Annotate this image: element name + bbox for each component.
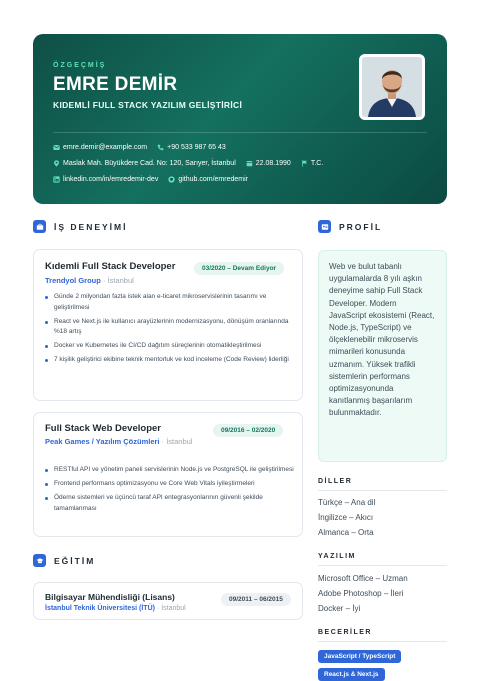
candidate-title: KIDEMLİ FULL STACK YAZILIM GELİŞTİRİCİ: [53, 100, 243, 110]
education-heading: EĞİTİM: [33, 554, 95, 567]
mail-icon: [53, 144, 60, 151]
job-bullets: [45, 292, 294, 369]
profile-summary: Web ve bulut tabanlı uygulamalarda 8 yılı aşkın deneyime sahip Full Stack Developer. Modern JavaScript ekosistemi (React, Node.js, TypeScript) ve ölçeklenebilir mikroservis mimarileri konusunda uzmanım. Yüksek trafikli sistemlerin performans optimizasyonunda kanıtlanmış başarılarım bulunmaktadır.: [318, 250, 447, 462]
contact-github[interactable]: github.com/emredemir: [168, 176, 248, 183]
contact-phone[interactable]: +90 533 987 65 43: [157, 144, 226, 151]
resume-eyebrow: ÖZGEÇMİŞ: [53, 62, 107, 69]
job-title: Full Stack Web Developer: [45, 423, 161, 434]
language-item: Almanca – Orta: [318, 528, 374, 537]
briefcase-icon: [33, 220, 46, 233]
github-icon: [168, 176, 175, 183]
flag-icon: [301, 160, 308, 167]
contact-address: Maslak Mah. Büyükdere Cad. No: 120, Sarıyer, İstanbul: [53, 160, 236, 167]
job-dates-badge: 03/2020 – Devam Ediyor: [194, 262, 284, 275]
contact-row-1: [53, 144, 226, 151]
location-icon: [53, 160, 60, 167]
company-name: Peak Games / Yazılım Çözümleri: [45, 437, 160, 446]
resume-header: [33, 34, 447, 204]
job-bullet: Ödeme sistemleri ve üçüncü taraf API entegrasyonlarının güvenli şekilde tamamlanması: [45, 493, 294, 514]
job-company-line: Peak Games / Yazılım Çözümleri · İstanbul: [45, 437, 193, 446]
contact-row-3: [53, 176, 248, 183]
experience-item: [33, 249, 303, 401]
education-item: [33, 582, 303, 620]
language-item: Türkçe – Ana dil: [318, 498, 376, 507]
languages-heading: DİLLER: [318, 478, 353, 485]
profile-heading: PROFİL: [318, 220, 382, 233]
contact-linkedin[interactable]: linkedin.com/in/emredemir-dev: [53, 176, 158, 183]
skills-divider: [318, 641, 447, 642]
languages-divider: [318, 490, 447, 491]
software-item: Adobe Photoshop – İleri: [318, 589, 404, 598]
degree-title: Bilgisayar Mühendisliği (Lisans): [45, 592, 175, 602]
software-item: Docker – İyi: [318, 604, 361, 613]
contact-row-2: [53, 160, 323, 167]
education-dates-badge: 09/2011 – 06/2015: [221, 593, 291, 606]
job-title: Kıdemli Full Stack Developer: [45, 261, 176, 272]
profile-photo: [359, 54, 425, 120]
header-divider: [53, 132, 427, 133]
portrait-image: [362, 57, 422, 117]
school-name: İstanbul Teknik Üniversitesi (İTÜ): [45, 605, 155, 612]
experience-item: [33, 412, 303, 537]
job-bullets: [45, 465, 294, 518]
school-line: İstanbul Teknik Üniversitesi (İTÜ) · İstanbul: [45, 605, 186, 612]
experience-heading: İŞ DENEYİMİ: [33, 220, 127, 233]
software-item: Microsoft Office – Uzman: [318, 574, 408, 583]
skill-tag: React.js & Next.js: [318, 668, 385, 681]
calendar-icon: [246, 160, 253, 167]
job-bullet: Docker ve Kubernetes ile CI/CD dağıtım süreçlerinin otomatikleştirilmesi: [45, 341, 294, 352]
profile-icon: [318, 220, 331, 233]
job-dates-badge: 09/2016 – 02/2020: [213, 424, 283, 437]
contact-birthdate: 22.08.1990: [246, 160, 291, 167]
school-location: İstanbul: [161, 605, 186, 612]
contact-email[interactable]: emre.demir@example.com: [53, 144, 147, 151]
linkedin-icon: [53, 176, 60, 183]
phone-icon: [157, 144, 164, 151]
job-bullet: Günde 2 milyondan fazla istek alan e-ticaret mikroservislerinin tasarımı ve geliştirilmesi: [45, 292, 294, 313]
job-location: İstanbul: [107, 276, 134, 285]
job-bullet: RESTful API ve yönetim paneli servislerinin Node.js ve PostgreSQL ile geliştirilmesi: [45, 465, 294, 476]
job-bullet: 7 kişilik geliştirici ekibine teknik mentorluk ve kod inceleme (Code Review) liderliği: [45, 355, 294, 366]
contact-nationality: T.C.: [301, 160, 323, 167]
skills-heading: BECERİLER: [318, 629, 372, 636]
company-name: Trendyol Group: [45, 276, 101, 285]
software-heading: YAZILIM: [318, 553, 356, 560]
graduation-cap-icon: [33, 554, 46, 567]
language-item: İngilizce – Akıcı: [318, 513, 374, 522]
software-divider: [318, 565, 447, 566]
job-bullet: Frontend performans optimizasyonu ve Core Web Vitals iyileştirmeleri: [45, 479, 294, 490]
job-location: İstanbul: [166, 437, 193, 446]
job-company-line: Trendyol Group · İstanbul: [45, 276, 134, 285]
candidate-name: EMRE DEMİR: [53, 74, 178, 95]
skill-tag: JavaScript / TypeScript: [318, 650, 401, 663]
job-bullet: React ve Next.js ile kullanıcı arayüzlerinin modernizasyonu, dönüşüm oranlarında %18 artış: [45, 317, 294, 338]
